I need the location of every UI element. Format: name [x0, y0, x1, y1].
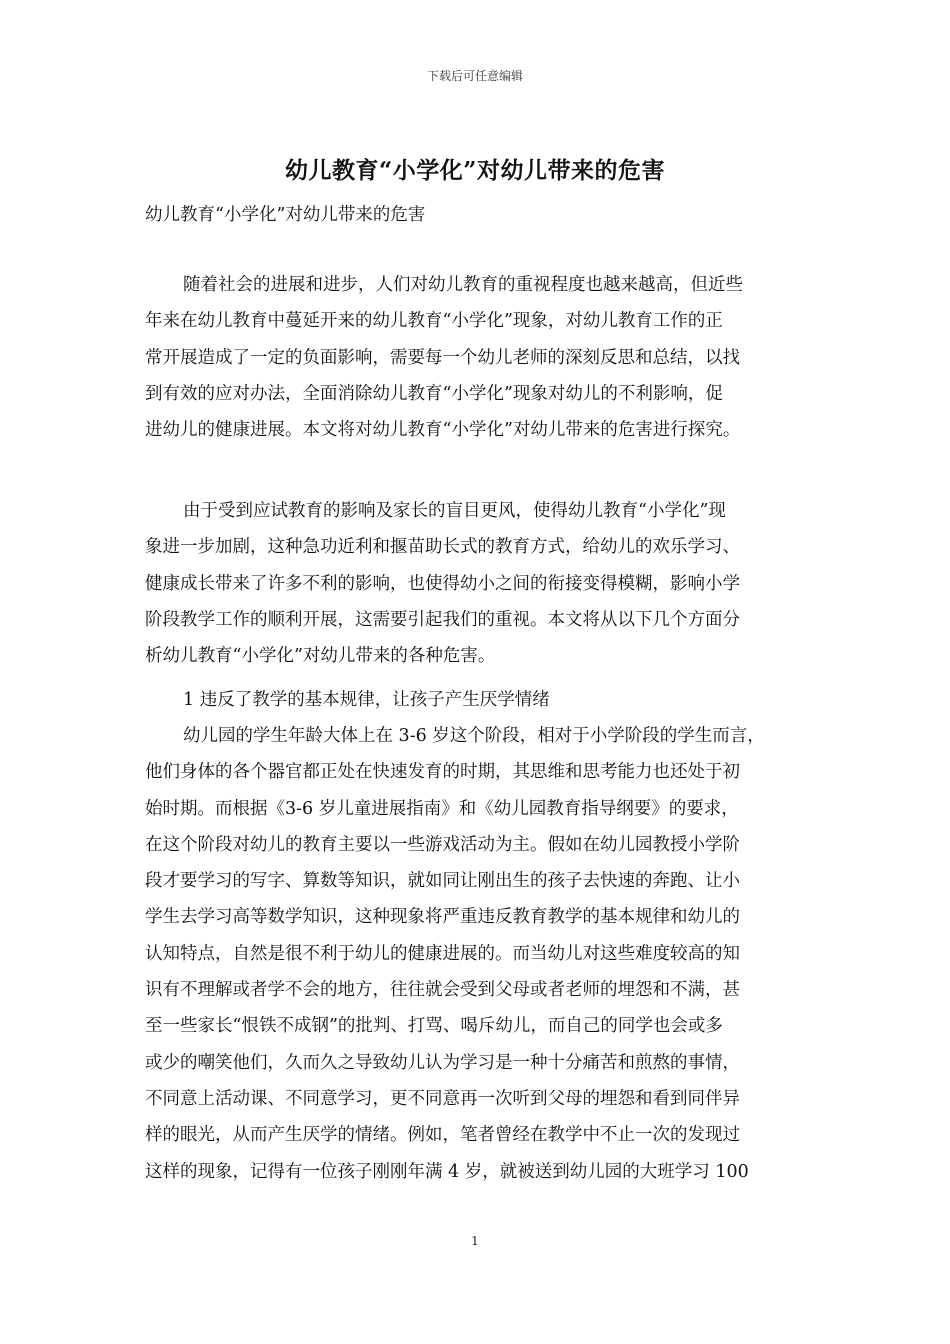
paragraph-line: 健康成长带来了许多不利的影响，也使得幼小之间的衔接变得模糊，影响小学	[145, 573, 740, 594]
paragraph-intro	[145, 267, 817, 448]
paragraph-line: 不同意上活动课、不同意学习，更不同意再一次听到父母的埋怨和看到同伴异	[145, 1088, 740, 1109]
paragraph-line: 识有不理解或者学不会的地方，往往就会受到父母或者老师的埋怨和不满，甚	[145, 980, 740, 1001]
document-title: 幼儿教育“小学化”对幼儿带来的危害	[285, 157, 665, 184]
paragraph-line: 常开展造成了一定的负面影响，需要每一个幼儿老师的深刻反思和总结，以找	[145, 347, 740, 368]
paragraph-line: 这样的现象，记得有一位孩子刚刚年满 4 岁，就被送到幼儿园的大班学习 100	[145, 1161, 749, 1182]
paragraph-line: 学生去学习高等数学知识，这种现象将严重违反教育教学的基本规律和幼儿的	[145, 907, 740, 928]
paragraph-background	[145, 493, 817, 674]
paragraph-line: 段才要学习的写字、算数等知识，就如同让刚出生的孩子去快速的奔跑、让小	[145, 871, 740, 892]
paragraph-line: 始时期。而根据《3-6 岁儿童进展指南》和《幼儿园教育指导纲要》的要求，	[145, 798, 739, 819]
paragraph-section-1	[145, 718, 817, 1190]
subtitle-line: 幼儿教育“小学化”对幼儿带来的危害	[145, 205, 426, 225]
paragraph-line: 年来在幼儿教育中蔓延开来的幼儿教育“小学化”现象，对幼儿教育工作的正	[145, 311, 723, 332]
paragraph-line: 样的眼光，从而产生厌学的情绪。例如，笔者曾经在教学中不止一次的发现过	[145, 1125, 740, 1146]
section-heading-text: 1 违反了教学的基本规律，让孩子产生厌学情绪	[183, 690, 550, 710]
paragraph-line: 幼儿园的学生年龄大体上在 3-6 岁这个阶段，相对于小学阶段的学生而言，	[183, 726, 765, 746]
document-subtitle	[145, 197, 817, 233]
paragraph-line: 阶段教学工作的顺利开展，这需要引起我们的重视。本文将从以下几个方面分	[145, 609, 740, 630]
paragraph-line: 进幼儿的健康进展。本文将对幼儿教育“小学化”对幼儿带来的危害进行探究。	[145, 420, 741, 441]
paragraph-line: 象进一步加剧，这种急功近利和揠苗助长式的教育方式，给幼儿的欢乐学习、	[145, 537, 740, 558]
page-number: 1	[471, 1234, 479, 1248]
page-header: 下载后可任意编辑	[426, 69, 523, 83]
paragraph-line: 认知特点，自然是很不利于幼儿的健康进展的。而当幼儿对这些难度较高的知	[145, 943, 740, 964]
paragraph-line: 在这个阶段对幼儿的教育主要以一些游戏活动为主。假如在幼儿园教授小学阶	[145, 834, 740, 855]
paragraph-line: 或少的嘲笑他们，久而久之导致幼儿认为学习是一种十分痛苦和煎熬的事情，	[145, 1052, 740, 1073]
paragraph-line: 随着社会的进展和进步，人们对幼儿教育的重视程度也越来越高，但近些	[183, 275, 743, 295]
section-heading-1	[145, 682, 817, 718]
paragraph-line: 由于受到应试教育的影响及家长的盲目更风，使得幼儿教育“小学化”现	[183, 501, 726, 521]
paragraph-line: 析幼儿教育“小学化”对幼儿带来的各种危害。	[145, 646, 496, 667]
paragraph-line: 至一些家长“恨铁不成钢”的批判、打骂、喝斥幼儿，而自己的同学也会或多	[145, 1016, 723, 1037]
paragraph-line: 到有效的应对办法，全面消除幼儿教育“小学化”现象对幼儿的不利影响，促	[145, 383, 723, 404]
paragraph-line: 他们身体的各个器官都正处在快速发育的时期，其思维和思考能力也还处于初	[145, 762, 740, 783]
